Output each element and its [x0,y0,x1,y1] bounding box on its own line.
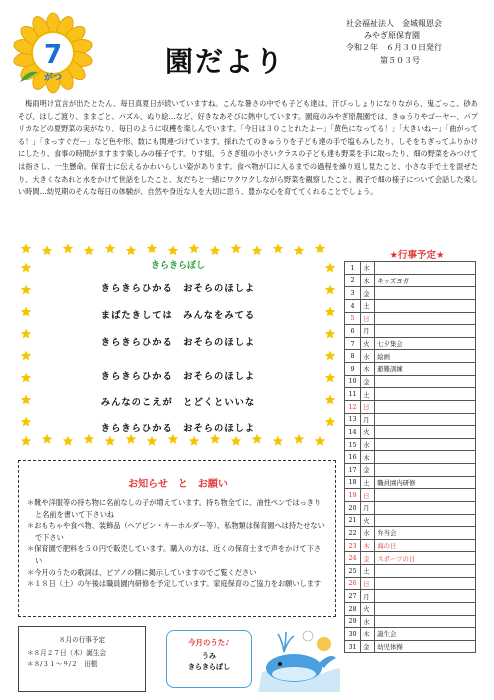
schedule-event: 弁当会 [375,527,476,540]
august-title: ８月の行事予定 [58,636,106,644]
schedule-weekday: 金 [361,552,375,565]
schedule-event [375,426,476,439]
schedule-row [345,350,476,363]
schedule-table [344,261,476,653]
notice-title: お知らせ と お願い [128,479,228,490]
notice-item: ＊靴や洋服等の持ち物に名前なしの子が増えています。持ち物全てに、油性ペンではっきりと名前を書いて下さいね [27,498,322,519]
star-icon [189,243,199,253]
schedule-day: 17 [345,464,361,477]
schedule-day: 30 [345,628,361,641]
schedule-row [345,299,476,312]
star-icon [63,243,73,253]
song-title: きらきらぼし [150,261,205,271]
star-icon [325,351,335,361]
schedule-day: 19 [345,489,361,502]
schedule-day: 3 [345,287,361,300]
schedule-weekday: 金 [361,375,375,388]
schedule-day: 18 [345,476,361,489]
schedule-event [375,400,476,413]
star-icon [168,434,178,444]
schedule-event [375,262,476,275]
schedule-row [345,476,476,489]
month-number: 7 [43,40,63,70]
schedule-weekday: 土 [361,388,375,401]
schedule-event [375,615,476,628]
schedule-weekday: 日 [361,577,375,590]
notice-item: ＊保育園で肥料を５０円で販売しています。購入の方は、近くの保育士まで声をかけて下さい [27,544,322,565]
schedule-day: 12 [345,400,361,413]
schedule-weekday: 水 [361,527,375,540]
song-box [18,240,338,450]
schedule-day: 26 [345,577,361,590]
star-icon [147,436,157,446]
lyric-line: きらきらひかる おそらのほしよ [100,371,256,382]
intro-paragraph: 梅雨明け宣言が出たとたん、毎日真夏日が続いていますね。こんな暑さの中でも子ども達は、汗びっしょりになりながら、鬼ごっこ、砂あそび、はしご渡り、ままごと、パズル、ぬり絵…など、好きなあそびに熱中しています。園庭のみやぎ原農園では、きゅうりやゴーヤー、パプリカなどの夏野菜の実がなり、毎日のように収穫を楽しんでいます。「今日は３０ことれたよー」「黄色になってる！」「大きいねー」「曲がってる！」「まっすぐだー」など色や形、数にも関連づけています。採れたてのきゅうりを子ども達の手で塩もみしたり、しそをちぎってふりかけにしたり、食事の時間がますます楽しみの様子です。りす組、うさぎ組の小さいクラスの子ども達も野菜を手に取ったり、畑の野菜をみつけては指さし、一生懸命。保育士に伝えるかわいらしい姿があります。食べ物が口に入るまでの過程を繰り返し見たこと、小さな手で土を混ぜたり、大きくなあれと水をかけて世話をしたこと、友だちと一緒にワクワクしながら野菜を観察したこと、親子で畑の様子について会話した楽しい時間…幼児期のそんな毎日の体験が、自然や身近な人を大切に思う、豊かな心を育ててくれることでしょう。 [18,99,478,197]
star-icon [210,434,220,444]
star-icon [63,436,73,446]
schedule-event [375,602,476,615]
schedule-day: 20 [345,501,361,514]
lyric-line: きらきらひかる おそらのほしよ [100,337,256,348]
schedule-day: 27 [345,590,361,603]
lyric-line: みんなのこえが とどくといいな [100,397,256,408]
schedule-day: 15 [345,438,361,451]
schedule-row [345,590,476,603]
schedule-row [345,501,476,514]
schedule-day: 16 [345,451,361,464]
schedule-event [375,464,476,477]
schedule-row [345,426,476,439]
schedule-row [345,489,476,502]
schedule-weekday: 金 [361,287,375,300]
schedule-event [375,501,476,514]
schedule-weekday: 月 [361,413,375,426]
schedule-event [375,375,476,388]
schedule-weekday: 月 [361,501,375,514]
schedule-day: 31 [345,640,361,653]
schedule-day: 9 [345,363,361,376]
schedule-day: 7 [345,337,361,350]
schedule-day: 4 [345,299,361,312]
schedule-row [345,262,476,275]
schedule-row [345,577,476,590]
month-unit: がつ [43,73,62,83]
month-song-title: うみ [202,652,216,660]
month-song-label: 今月のうた♪ [188,638,230,647]
whale-icon [258,622,340,692]
schedule-event: 海の日 [375,539,476,552]
schedule-day: 23 [345,539,361,552]
schedule-event [375,514,476,527]
schedule-event: 幼児体操 [375,640,476,653]
star-icon [21,351,31,361]
star-icon [252,245,262,255]
schedule-event [375,312,476,325]
schedule-weekday: 日 [361,400,375,413]
schedule-day: 24 [345,552,361,565]
star-icon [42,434,52,444]
star-icon [189,436,199,446]
lyric-line: きらきらひかる おそらのほしよ [100,423,256,434]
star-icon [294,434,304,444]
schedule-row [345,640,476,653]
schedule-day: 21 [345,514,361,527]
schedule-weekday: 木 [361,363,375,376]
schedule-event: 職員園内研修 [375,476,476,489]
schedule-weekday: 土 [361,565,375,578]
schedule-weekday: 火 [361,337,375,350]
schedule-weekday: 土 [361,299,375,312]
star-icon [126,245,136,255]
schedule-row [345,287,476,300]
schedule-row [345,413,476,426]
schedule-row [345,527,476,540]
star-icon [273,243,283,253]
schedule-weekday: 水 [361,438,375,451]
schedule-event: 誕生会 [375,628,476,641]
schedule-row [345,400,476,413]
star-icon [105,243,115,253]
schedule-day: 6 [345,325,361,338]
star-icon [210,245,220,255]
schedule-weekday: 日 [361,312,375,325]
schedule-row [345,274,476,287]
schedule-day: 5 [345,312,361,325]
org-line: みやぎ原保育園 [364,31,420,41]
schedule-weekday: 日 [361,489,375,502]
schedule-weekday: 金 [361,640,375,653]
schedule-event: キッズヨガ [375,274,476,287]
star-icon [231,243,241,253]
notice-item: ＊おもちゃや食べ物、装飾品（ヘアピン・キーホルダー等）、私物類は保育園へは持たせないで下さい [27,521,325,542]
star-icon [126,434,136,444]
star-icon [84,245,94,255]
schedule-title: ★行事予定★ [389,250,445,261]
star-icon [84,434,94,444]
star-icon [273,436,283,446]
star-icon [315,436,325,446]
schedule-row [345,438,476,451]
notice-item: ＊今月のうたの歌詞は、ピアノの側に掲示していますのでご覧ください [27,567,257,577]
schedule-event: スポーツの日 [375,552,476,565]
month-song-title: きらきらぼし [188,663,230,671]
month-song-box [166,630,252,688]
star-icon [147,243,157,253]
schedule-weekday: 水 [361,350,375,363]
schedule-day: 1 [345,262,361,275]
notice-item: ＊１８日（土）の午後は職員園内研修を予定しています。家庭保育のご協力をお願いします [27,579,322,589]
schedule-weekday: 火 [361,514,375,527]
schedule-event [375,413,476,426]
schedule-event [375,299,476,312]
star-icon [252,434,262,444]
schedule-weekday: 水 [361,615,375,628]
star-icon [315,243,325,253]
schedule-event: 避難訓練 [375,363,476,376]
schedule-row [345,312,476,325]
star-icon [21,243,31,253]
schedule-weekday: 水 [361,262,375,275]
schedule-row [345,388,476,401]
lyric-line: まばたきしては みんなをみてる [100,310,256,321]
schedule-event [375,325,476,338]
schedule-weekday: 火 [361,602,375,615]
schedule-day: 8 [345,350,361,363]
org-line: 令和２年 ６月３０日発行 [346,43,442,53]
schedule-weekday: 月 [361,325,375,338]
schedule-row [345,375,476,388]
schedule-row [345,514,476,527]
schedule-row [345,325,476,338]
schedule-row [345,363,476,376]
schedule-event: 絵画 [375,350,476,363]
org-line: 第５０３号 [380,55,420,65]
schedule-event [375,489,476,502]
schedule-day: 2 [345,274,361,287]
schedule-row [345,451,476,464]
schedule-event: 七夕集会 [375,337,476,350]
schedule-day: 10 [345,375,361,388]
schedule-weekday: 金 [361,464,375,477]
schedule-row [345,628,476,641]
schedule-event [375,451,476,464]
schedule-day: 25 [345,565,361,578]
schedule-row [345,337,476,350]
august-item: ＊８月２７日（木）誕生会 [27,649,107,657]
notice-box [18,460,336,617]
schedule-event [375,590,476,603]
schedule-event [375,577,476,590]
schedule-day: 28 [345,602,361,615]
star-icon [21,436,31,446]
schedule-event [375,388,476,401]
schedule-row [345,615,476,628]
schedule-event [375,565,476,578]
org-line: 社会福祉法人 金城報恩会 [346,19,442,28]
star-icon [105,436,115,446]
schedule-weekday: 木 [361,274,375,287]
schedule-event [375,287,476,300]
schedule-row [345,552,476,565]
schedule-day: 13 [345,413,361,426]
schedule-weekday: 月 [361,590,375,603]
lyric-line: きらきらひかる おそらのほしよ [100,283,256,294]
schedule-weekday: 木 [361,628,375,641]
schedule-row [345,539,476,552]
august-item: ＊８/３１～９/２ 田植 [27,660,98,668]
schedule-day: 22 [345,527,361,540]
schedule-weekday: 木 [361,539,375,552]
august-schedule-box [18,626,146,692]
star-icon [42,245,52,255]
star-icon [168,245,178,255]
schedule-weekday: 火 [361,426,375,439]
schedule-weekday: 木 [361,451,375,464]
publisher-info [346,18,442,67]
schedule-row [345,464,476,477]
schedule-event [375,438,476,451]
schedule-weekday: 土 [361,476,375,489]
newsletter-title: 園だより [165,45,286,78]
schedule-row [345,602,476,615]
schedule-row [345,565,476,578]
schedule-day: 29 [345,615,361,628]
star-icon [294,245,304,255]
star-icon [231,436,241,446]
schedule-day: 11 [345,388,361,401]
schedule-day: 14 [345,426,361,439]
